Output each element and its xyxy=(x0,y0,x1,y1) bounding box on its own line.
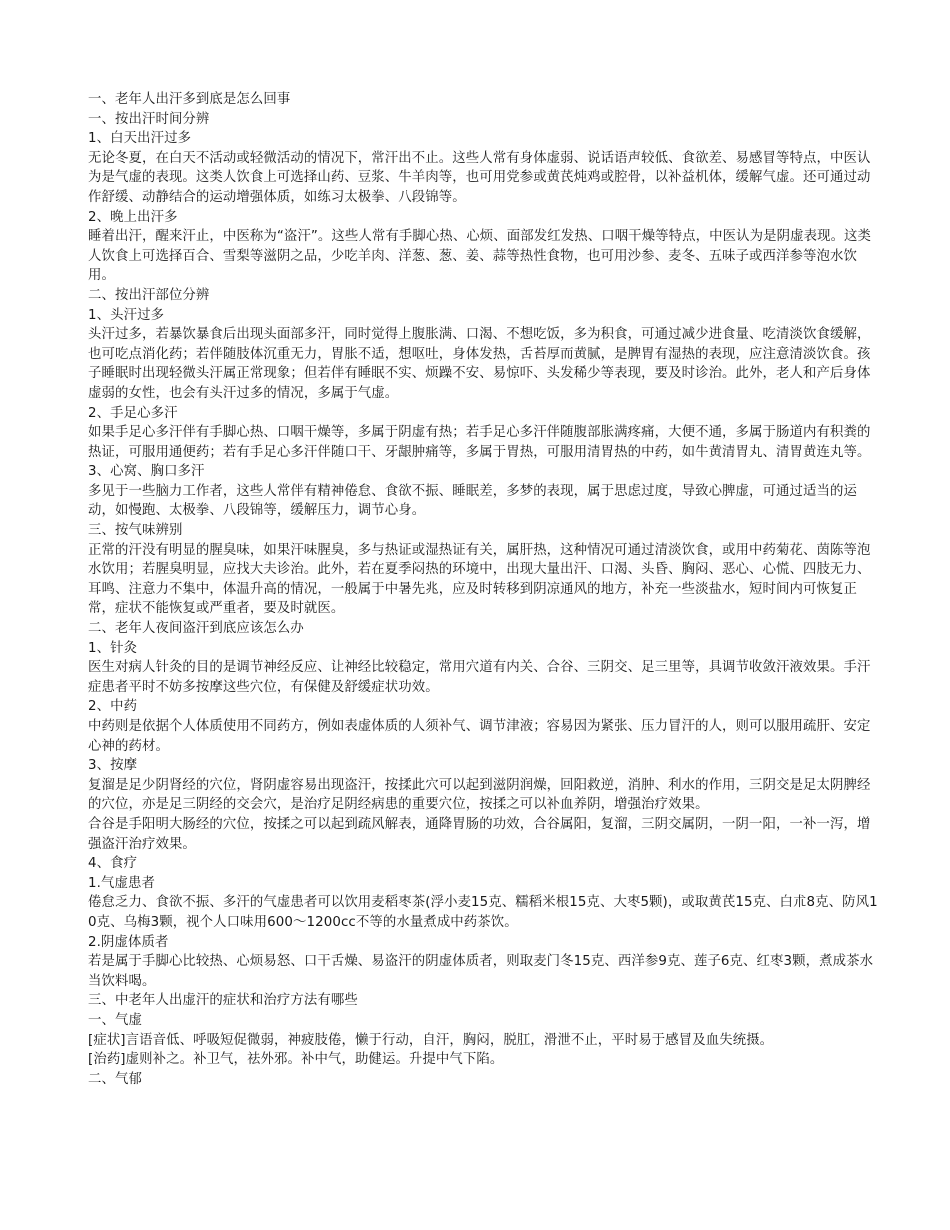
item-heading: 2、晚上出汗多 xyxy=(88,209,178,225)
item-heading: 2、中药 xyxy=(88,699,138,715)
sub-item-heading: 1.气虚患者 xyxy=(88,875,155,891)
paragraph: 倦怠乏力、食欲不振、多汗的气虚患者可以饮用麦稻枣茶(浮小麦15克、糯稻米根15克、大枣5颗)，或取黄芪15克、白朮8克、防风10克、乌梅3颗，视个人口味用600～1200cc不等的水量煮成中药茶饮。 xyxy=(88,895,878,930)
item-heading: 2、手足心多汗 xyxy=(88,405,178,421)
item-heading: 4、食疗 xyxy=(88,856,138,872)
paragraph: 头汗过多，若暴饮暴食后出现头面部多汗，同时觉得上腹胀满、口渴、不想吃饭，多为积食，可通过减少进食量、吃清淡饮食缓解，也可吃点消化药；若伴随肢体沉重无力，胃胀不适，想呕吐，身体发热，舌苔厚而黄腻，是脾胃有湿热的表现，应注意清淡饮食。孩子睡眠时出现轻微头汗属正常现象；但若伴有睡眠不实、烦躁不安、易惊吓、头发稀少等表现，要及时诊治。此外，老人和产后身体虚弱的女性，也会有头汗过多的情况，多属于气虚。 xyxy=(88,327,871,401)
paragraph: 多见于一些脑力工作者，这些人常伴有精神倦怠、食欲不振、睡眠差，多梦的表现，属于思虑过度，导致心脾虚，可通过适当的运动，如慢跑、太极拳、八段锦等，缓解压力，调节心身。 xyxy=(88,483,857,519)
paragraph: 无论冬夏，在白天不活动或轻微活动的情况下，常汗出不止。这些人常有身体虚弱、说话语声较低、食欲差、易感冒等特点，中医认为是气虚的表现。这类人饮食上可选择山药、豆浆、牛羊肉等，也可用党参或黄芪炖鸡或腔骨，以补益机体，缓解气虚。还可通过动作舒缓、动静结合的运动增强体质，如练习太极拳、八段锦等。 xyxy=(88,150,871,205)
paragraph: 医生对病人针灸的目的是调节神经反应、让神经比较稳定，常用穴道有内关、合谷、三阴交、足三里等，具调节收敛汗液效果。手汗症患者平时不妨多按摩这些穴位，有保健及舒缓症状功效。 xyxy=(88,660,871,695)
section-heading: 一、老年人出汗多到底是怎么回事 xyxy=(88,92,291,107)
subsection-heading: 二、气郁 xyxy=(88,1071,142,1087)
paragraph: 合谷是手阳明大肠经的穴位，按揉之可以起到疏风解表，通降胃肠的功效，合谷属阳，复溜，三阴交属阴，一阴一阳，一补一泻，增强盗汗治疗效果。 xyxy=(88,816,871,852)
sub-item-heading: 2.阴虚体质者 xyxy=(88,934,169,950)
paragraph: 复溜是足少阴肾经的穴位，肾阴虚容易出现盗汗，按揉此穴可以起到滋阴润燥，回阳救逆，消肿、利水的作用，三阴交是足太阴脾经的穴位，亦是足三阴经的交会穴，是治疗足阴经病患的重要穴位，按揉之可以补血养阴，增强治疗效果。 xyxy=(88,777,871,813)
paragraph: 中药则是依据个人体质使用不同药方，例如表虚体质的人须补气、调节津液；容易因为紧张、压力冒汗的人，则可以服用疏肝、安定心神的药材。 xyxy=(88,719,871,754)
paragraph: 睡着出汗，醒来汗止，中医称为“盗汗”。这些人常有手脚心热、心烦、面部发红发热、口咽干燥等特点，中医认为是阴虚表现。这类人饮食上可选择百合、雪梨等滋阴之品，少吃羊肉、洋葱、葱、姜、蒜等热性食物，也可用沙参、麦冬、五味子或西洋参等泡水饮用。 xyxy=(88,229,872,284)
item-heading: 3、按摩 xyxy=(88,758,138,774)
item-heading: 1、头汗过多 xyxy=(88,307,165,323)
document-body xyxy=(88,90,878,1089)
section-heading: 三、中老年人出虚汗的症状和治疗方法有哪些 xyxy=(88,993,358,1009)
subsection-heading: 三、按气味辨别 xyxy=(88,523,183,539)
paragraph: [治药]虚则补之。补卫气，祛外邪。补中气，助健运。升提中气下陷。 xyxy=(88,1052,504,1068)
paragraph: 正常的汗没有明显的腥臭味，如果汗味腥臭，多与热证或湿热证有关，属肝热，这种情况可通过清淡饮食，或用中药菊花、茵陈等泡水饮用；若腥臭明显，应找大夫诊治。此外，若在夏季闷热的环境中，出现大量出汗、口渴、头昏、胸闷、恶心、心慌、四肢无力、耳鸣、注意力不集中，体温升高的情况，一般属于中暑先兆，应及时转移到阴凉通风的地方，补充一些淡盐水，短时间内可恢复正常，症状不能恢复或严重者，要及时就医。 xyxy=(88,542,871,617)
subsection-heading: 一、按出汗时间分辨 xyxy=(88,111,210,127)
section-heading: 二、老年人夜间盗汗到底应该怎么办 xyxy=(88,621,304,637)
item-heading: 1、针灸 xyxy=(88,640,138,656)
paragraph: 如果手足心多汗伴有手脚心热、口咽干燥等，多属于阴虚有热；若手足心多汗伴随腹部胀满疼痛，大便不通，多属于肠道内有积粪的热证，可服用通便药；若有手足心多汗伴随口干、牙龈肿痛等，多属于胃热，可服用清胃热的中药，如牛黄清胃丸、清胃黄连丸等。 xyxy=(88,425,871,460)
paragraph: [症状]言语音低、呼吸短促微弱，神疲肢倦，懒于行动，自汗，胸闷，脱肛，滑泄不止，平时易于感冒及血失统摄。 xyxy=(88,1032,774,1048)
subsection-heading: 一、气虚 xyxy=(88,1012,142,1028)
paragraph: 若是属于手脚心比较热、心烦易怒、口干舌燥、易盗汗的阴虚体质者，则取麦门冬15克、西洋参9克、莲子6克、红枣3颗，煮成茶水当饮料喝。 xyxy=(88,954,874,989)
subsection-heading: 二、按出汗部位分辨 xyxy=(88,287,210,303)
item-heading: 3、心窝、胸口多汗 xyxy=(88,464,205,480)
item-heading: 1、白天出汗过多 xyxy=(88,131,192,147)
